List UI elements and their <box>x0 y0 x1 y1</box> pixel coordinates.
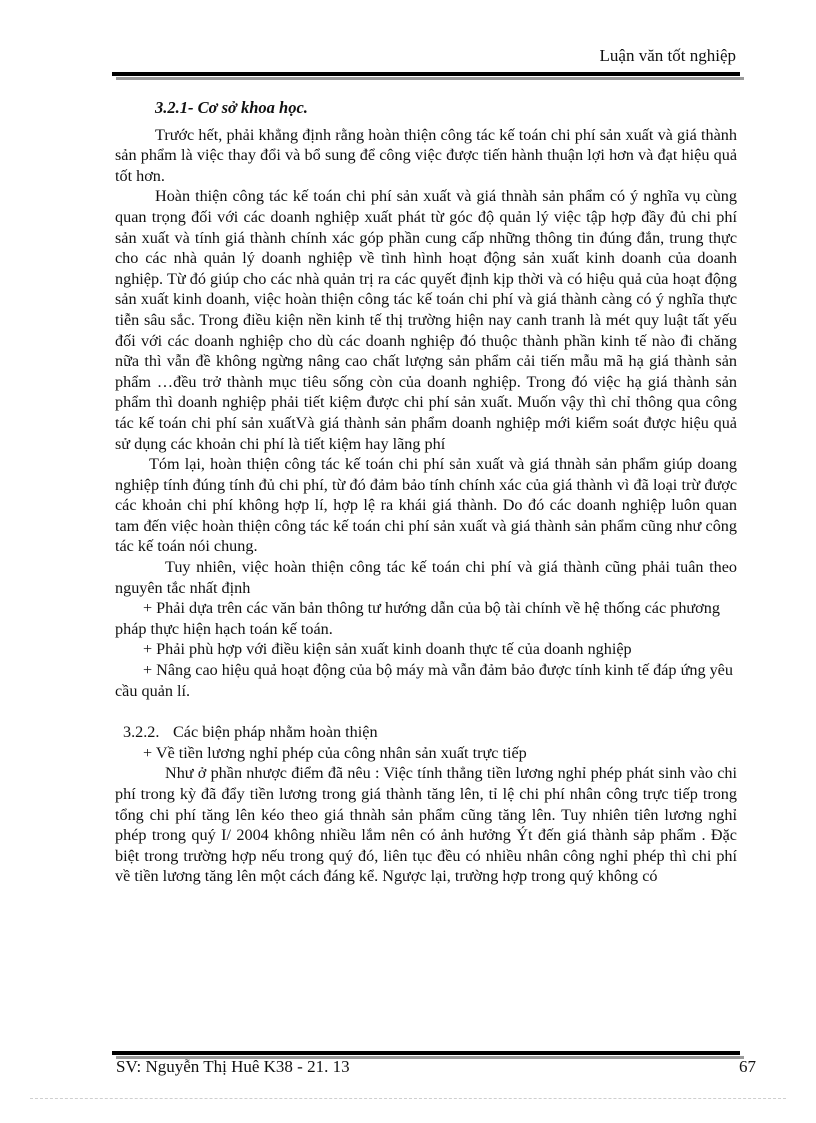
subsection-heading <box>115 722 737 743</box>
principle-item: + Phải phù hợp với điều kiện sản xuất kinh doanh thực tế của doanh nghiệp <box>143 640 632 659</box>
footer-rule-thick <box>112 1051 740 1055</box>
page-body <box>115 98 737 887</box>
section-heading: 3.2.1- Cơ sở khoa học. <box>155 98 308 117</box>
footer-student: SV: Nguyễn Thị Huê K38 - 21. 13 <box>116 1057 350 1076</box>
principle-item: + Phải dựa trên các văn bản thông tư hướng dẫn của bộ tài chính về hệ thống các phương pháp thực hiện hạch toán kế toán. <box>115 599 720 638</box>
page-edge-divider <box>30 1098 786 1099</box>
paragraph-importance: Hoàn thiện công tác kế toán chi phí sản xuất và giá thnàh sản phẩm có ý nghĩa vụ cùng quan trọng đối với các doanh nghiệp xuất phát từ góc độ quản lý việc tập hợp đầy đủ chi phí sản xuất và tính giá thành chính xác góp phần cung cấp những thông tin đúng đắn, trung thực cho các nhà quản lý doanh nghiệp về tình hình hoạt động sản xuất kinh doanh của doanh nghiệp. Từ đó giúp cho các nhà quản trị ra các quyết định kịp thời và có hiệu quả của hoạt động sản xuất kinh doanh, việc hoàn thiện công tác kế toán chi phí và giá thành càng có ý nghĩa thực tiễn sâu sắc. Trong điều kiện nền kinh tế thị trường hiện nay canh tranh là mét quy luật tất yếu đối với các doanh nghiệp cho dù các doanh nghiệp đó thuộc thành phần kinh tế nào đi chăng nữa thì vẫn đề không ngừng nâng cao chất lượng sản phẩm cải tiến mẫu mã hạ giá thành sản phẩm …đều trở thành mục tiêu sống còn của doanh nghiệp. Trong đó việc hạ giá thành sản phẩm thì doanh nghiệp phải tiết kiệm được chi phí sản xuất. Muốn vậy thì chỉ thông qua công tác kế toán chi phí sản xuấtVà giá thành sản phẩm doanh nghiệp mới kiểm soát được hiệu quả sử dụng các khoản chi phí là tiết kiệm hay lãng phí <box>115 187 737 453</box>
subsection-title: Các biện pháp nhằm hoàn thiện <box>173 723 378 742</box>
subsection-number: 3.2.2. <box>123 723 160 742</box>
page-number: 67 <box>739 1057 756 1076</box>
principle-item: + Nâng cao hiệu quả hoạt động của bộ máy mà vẫn đảm bảo được tính kinh tế đáp ứng yêu cầu quản lí. <box>115 661 733 700</box>
subsection-item: + Về tiền lương nghỉ phép của công nhân sản xuất trực tiếp <box>143 743 527 762</box>
header-rule-shadow <box>116 77 744 80</box>
paragraph-summary: Tóm lại, hoàn thiện công tác kế toán chi phí sản xuất và giá thnàh sản phẩm giúp doang nghiệp tính đúng tính đủ chi phí, từ đó đảm bảo tính chính xác của giá thành vì đã loại trừ được các khoản chi phí không hợp lí, hợp lệ ra khái giá thành. Do đó các doanh nghiệp luôn quan tam đến việc hoàn thiện công tác kế toán chi phí sản xuất và giá thành sản phẩm cũng như công tác kế toán nói chung. <box>115 455 737 556</box>
paragraph-principles: Tuy nhiên, việc hoàn thiện công tác kế toán chi phí và giá thành cũng phải tuân theo nguyên tắc nhất định <box>115 558 737 597</box>
paragraph-intro: Trước hết, phải khẳng định rằng hoàn thiện công tác kế toán chi phí sản xuất và giá thành sản phẩm là việc thay đổi và bổ sung để công việc được tiến hành thuận lợi hơn và đạt hiệu quả tốt hơn. <box>115 125 737 185</box>
header-rule-thick <box>112 72 740 76</box>
header-title: Luận văn tốt nghiệp <box>599 46 736 65</box>
paragraph-leave-wages: Như ở phần nhược điểm đã nêu : Việc tính thẳng tiền lương nghỉ phép phát sinh vào chi phí trong kỳ đã đẩy tiền lương trong giá thành tăng lên, tỉ lệ chi phí nhân công trực tiếp trong tổng chi phí tăng lên kéo theo giá thnàh sản phẩm cũng tăng lên. Tuy nhiên tiên lương nghỉ phép trong quý I/ 2004 không nhiều lắm nên có ảnh hưởng Ýt đến giá thành sảp phẩm . Đặc biệt trong trường hợp nếu trong quý đó, liên tục đều có nhiều nhân công nghỉ phép thì chi phí về tiền lương tăng lên một cách đáng kể. Ngược lại, trường hợp trong quý không có <box>115 764 737 886</box>
spacer <box>115 701 737 722</box>
